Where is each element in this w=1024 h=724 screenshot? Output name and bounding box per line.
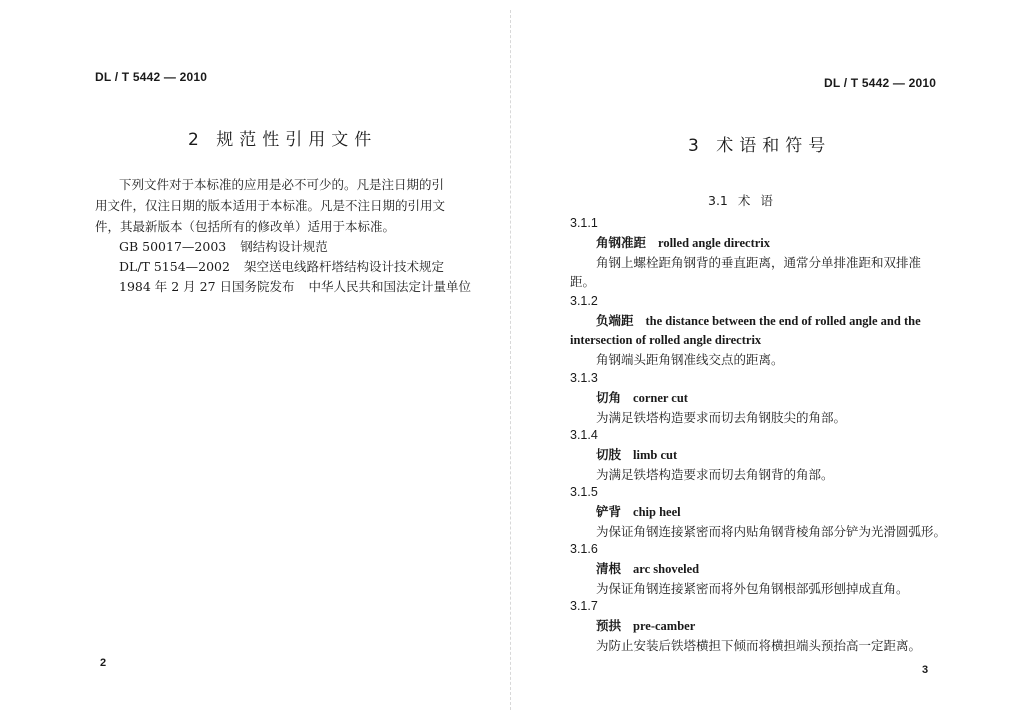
paragraph-line: 件，其最新版本（包括所有的修改单）适用于本标准。 (95, 219, 396, 234)
term-english: rolled angle directrix (658, 236, 771, 250)
chapter-title: 3 术语和符号 (688, 136, 832, 156)
page-number: 3 (922, 664, 929, 676)
term-chinese: 铲背 (596, 504, 622, 519)
term-definition: 为防止安装后铁塔横担下倾而将横担端头预抬高一定距离。 (596, 638, 922, 653)
term-english: corner cut (633, 391, 688, 405)
reference-item (119, 237, 328, 255)
reference-code: DL/T 5154—2002 (119, 259, 230, 274)
term-chinese: 角钢准距 (596, 235, 647, 250)
term-chinese: 负端距 (596, 313, 634, 328)
term-definition: 为保证角钢连接紧密而将外包角钢根部弧形刨掉成直角。 (596, 581, 909, 596)
term-english: chip heel (633, 505, 681, 519)
term-chinese: 清根 (596, 561, 622, 576)
term-definition: 为满足铁塔构造要求而切去角钢肢尖的角部。 (596, 410, 847, 425)
right-page (512, 0, 1024, 724)
chapter-title: 2 规范性引用文件 (188, 130, 378, 150)
term-chinese: 预拱 (596, 618, 622, 633)
term-english: pre-camber (633, 619, 696, 633)
term-number: 3.1.1 (570, 216, 598, 230)
term-entry (570, 369, 990, 427)
left-page (0, 0, 510, 724)
reference-title: 中华人民共和国法定计量单位 (308, 279, 472, 294)
reference-title: 钢结构设计规范 (240, 239, 328, 254)
term-name-line (570, 445, 990, 465)
reference-item (119, 277, 471, 295)
term-entry (570, 483, 990, 541)
term-name-line (570, 388, 990, 408)
term-name-line (570, 311, 990, 331)
reference-code: 1984 年 2 月 27 日国务院发布 (119, 279, 295, 294)
term-definition: 角钢上螺栓距角钢背的垂直距离，通常分单排准距和双排准 (596, 255, 922, 270)
term-name-line (570, 616, 990, 636)
term-name-line (570, 233, 990, 253)
term-number: 3.1.2 (570, 294, 598, 308)
term-english: limb cut (633, 448, 678, 462)
term-name-line (570, 559, 990, 579)
term-english: the distance between the end of rolled angle and the (645, 314, 921, 328)
term-number: 3.1.5 (570, 485, 598, 499)
term-definition: 角钢端头距角钢准线交点的距离。 (596, 352, 784, 367)
page-gutter (510, 10, 511, 710)
term-definition-continued: 距。 (570, 274, 596, 289)
term-entry (570, 214, 990, 291)
paragraph-line: 用文件，仅注日期的版本适用于本标准。凡是不注日期的引用文 (95, 198, 446, 213)
term-definition: 为保证角钢连接紧密而将内贴角钢背棱角部分铲为光滑圆弧形。 (596, 524, 947, 539)
term-name-line (570, 502, 990, 522)
reference-code: GB 50017—2003 (119, 239, 227, 254)
term-number: 3.1.6 (570, 542, 598, 556)
term-number: 3.1.4 (570, 428, 598, 442)
reference-title: 架空送电线路杆塔结构设计技术规定 (243, 259, 444, 274)
intro-paragraph (95, 174, 455, 237)
term-chinese: 切角 (596, 390, 622, 405)
section-heading: 3.1 术 语 (708, 193, 773, 208)
term-number: 3.1.3 (570, 371, 598, 385)
term-english: arc shoveled (633, 562, 700, 576)
term-definition: 为满足铁塔构造要求而切去角钢背的角部。 (596, 467, 834, 482)
term-entry (570, 426, 990, 484)
term-number: 3.1.7 (570, 599, 598, 613)
standard-code-header: DL / T 5442 — 2010 (824, 76, 937, 90)
term-chinese: 切肢 (596, 447, 622, 462)
reference-item (119, 257, 444, 275)
term-entry (570, 597, 990, 655)
standard-code-header: DL / T 5442 — 2010 (95, 70, 208, 84)
paragraph-line: 下列文件对于本标准的应用是必不可少的。凡是注日期的引 (119, 177, 445, 192)
term-english-continued: intersection of rolled angle directrix (570, 333, 762, 347)
page-number: 2 (100, 657, 107, 669)
term-entry (570, 292, 990, 369)
term-entry (570, 540, 990, 598)
